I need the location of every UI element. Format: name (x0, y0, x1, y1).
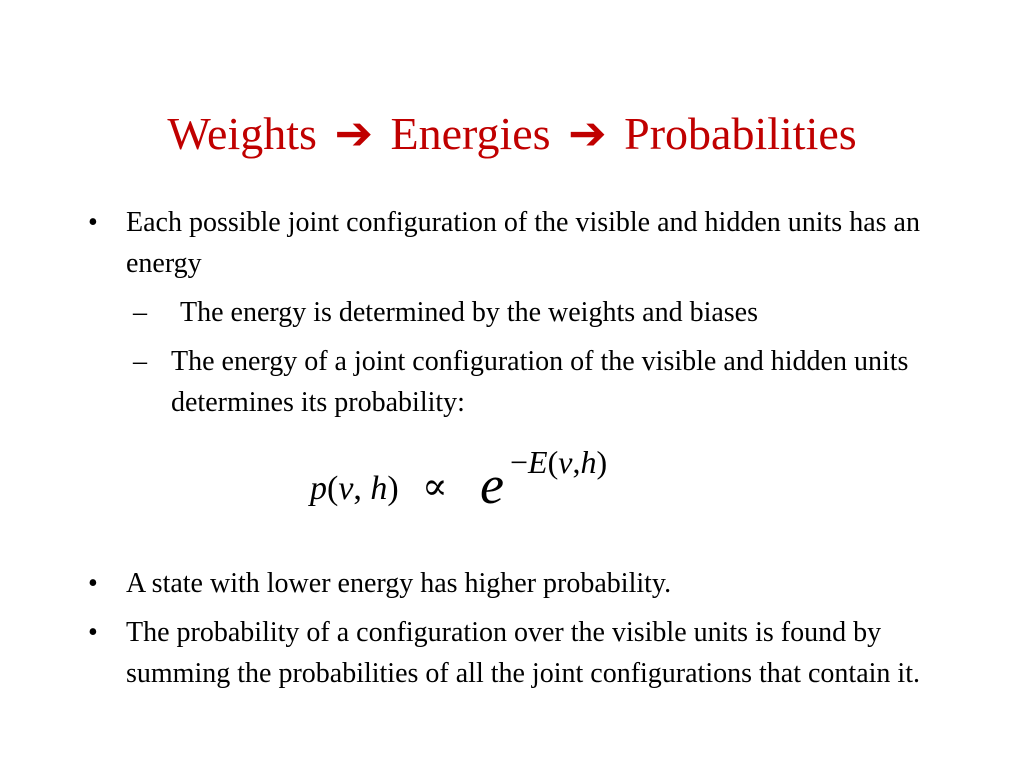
bullet-item (88, 202, 948, 284)
title-probabilities: Probabilities (624, 108, 857, 159)
bullet-marker: • (88, 617, 98, 648)
dash-marker: – (133, 346, 147, 377)
sub-bullet-text: The energy of a joint configuration of the visible and hidden units determines its probability: (171, 346, 909, 418)
bullet-item (88, 563, 948, 604)
bullet-text: Each possible joint configuration of the visible and hidden units has an energy (126, 207, 920, 279)
sub-bullet-text: The energy is determined by the weights and biases (180, 297, 758, 328)
formula-comma: , (572, 444, 581, 480)
formula-v: v (338, 470, 354, 507)
sub-bullet-item (133, 341, 933, 423)
slide-title (0, 104, 1024, 164)
bullet-marker: • (88, 568, 98, 599)
formula-p: p (310, 470, 327, 507)
formula-paren: ) (387, 470, 399, 507)
formula-v: v (558, 444, 573, 480)
formula-base-e: e (480, 455, 504, 515)
formula-paren: ( (327, 470, 339, 507)
bullet-text: A state with lower energy has higher probability. (126, 568, 672, 599)
bullet-marker: • (88, 207, 98, 238)
formula-comma: , (353, 470, 371, 507)
title-weights: Weights (167, 108, 317, 159)
formula-minus: − (510, 444, 529, 480)
bullet-text: The probability of a configuration over the visible units is found by summing the probabilities of all the joint configurations that contain it. (126, 617, 920, 689)
formula-exponent (510, 444, 607, 481)
formula-paren: ) (596, 444, 608, 480)
formula-lhs (310, 470, 399, 508)
title-energies: Energies (390, 108, 551, 159)
right-arrow-icon: ➔ (334, 108, 373, 159)
probability-formula (310, 440, 710, 520)
formula-paren: ( (547, 444, 559, 480)
dash-marker: – (133, 297, 147, 328)
formula-h: h (580, 444, 597, 480)
formula-E: E (528, 444, 548, 480)
right-arrow-icon: ➔ (568, 108, 607, 159)
formula-h: h (370, 470, 388, 507)
sub-bullet-item (133, 292, 933, 333)
bullet-item (88, 612, 948, 694)
proportional-symbol: ∝ (422, 466, 448, 508)
